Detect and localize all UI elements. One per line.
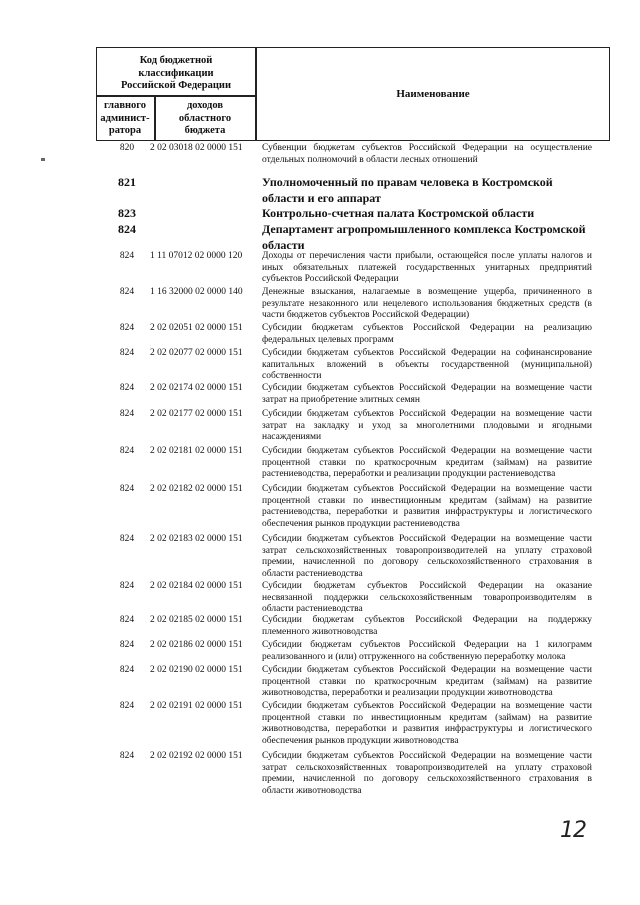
name-line: собственности [262,371,322,381]
name-line: животноводства, переработки и реализации продукции животноводства [262,688,553,698]
admin-code-cell: 824 [119,751,135,761]
admin-code-cell: 820 [119,143,135,153]
name-line: племенного животноводства [262,626,378,637]
income-code-cell: 2 02 02185 02 0000 151 [150,615,243,625]
name-cell [262,615,592,638]
admin-code-cell: 824 [119,383,135,393]
name-line: затрат на приобретение элитных семян [262,394,420,405]
header-col-name: Наименование [396,88,470,100]
income-code-cell: 2 02 02183 02 0000 151 [150,534,243,544]
name-cell [262,640,592,663]
name-cell [262,222,592,253]
name-line: результате незаконного или нецелевого использования бюджетных средств (в [262,298,592,309]
name-line: насаждениями [262,432,322,442]
name-line: процентной ставки по краткосрочным кредитам (займам) на развитие [262,457,592,468]
name-line: премии, начисленной по договору сельскохозяйственного страхования в [262,557,592,567]
name-line: Департамент агропромышленного комплекса Костромской [262,222,586,236]
admin-code-cell: 824 [119,287,135,297]
header-col-admin-line: главного [103,100,147,111]
name-line: Субсидии бюджетам субъектов Российской Федерации на возмещение части [262,446,592,456]
name-cell [262,251,592,286]
name-line: затрат сельскохозяйственных товаропроизводителей на уплату страховой [262,762,592,773]
header-col-admin [96,100,154,138]
name-cell [262,175,592,206]
income-code-cell: 1 16 32000 02 0000 140 [150,287,243,297]
income-code-cell: 2 02 02182 02 0000 151 [150,484,243,494]
name-cell [262,581,592,616]
income-code-cell: 2 02 02186 02 0000 151 [150,640,243,650]
name-line: области растениеводства [262,568,363,579]
name-cell [262,383,592,406]
name-line: области [262,237,305,252]
name-line: Субсидии бюджетам субъектов Российской Федерации на возмещение части [262,665,592,675]
name-line: Доходы от перечисления части прибыли, остающейся после уплаты налогов и [262,251,592,261]
name-cell [262,409,592,444]
name-line: процентной ставки по краткосрочным кредитам (займам) на развитие [262,676,592,687]
header-group-title-line: Российской Федерации [120,80,232,91]
name-line: части бюджетов субъектов Российской Федерации) [262,310,470,320]
name-line: Субсидии бюджетам субъектов Российской Федерации на возмещение части [262,484,592,494]
income-code-cell: 2 02 02190 02 0000 151 [150,665,243,675]
name-line: Субсидии бюджетам субъектов Российской Федерации на возмещение части [262,701,592,711]
name-line: отдельных полномочий в области лесных отношений [262,154,478,165]
header-divider-row [96,95,256,97]
name-line: Денежные взыскания, налагаемые в возмещение ущерба, причиненного в [262,287,592,297]
admin-code-cell: 824 [119,251,135,261]
income-code-cell: 1 11 07012 02 0000 120 [150,251,243,261]
income-code-cell: 2 02 02181 02 0000 151 [150,446,243,456]
admin-code-cell: 824 [119,615,135,625]
header-col-income-line: областного [178,112,232,124]
name-line: области растениеводства [262,604,363,614]
admin-code-cell: 824 [119,640,135,650]
header-col-income-line: доходов [186,100,224,111]
name-cell [262,143,592,166]
admin-code-cell: 824 [119,323,135,333]
name-line: затрат сельскохозяйственных товаропроизводителей на уплату страховой [262,545,592,556]
income-code-cell: 2 02 02051 02 0000 151 [150,323,243,333]
name-line: Субсидии бюджетам субъектов Российской Федерации на реализацию [262,323,592,333]
margin-mark [41,158,45,161]
income-code-cell: 2 02 02192 02 0000 151 [150,751,243,761]
name-line: затрат на закладку и уход за многолетними плодовыми и ягодными [262,420,592,431]
admin-code-cell: 824 [119,446,135,456]
name-line: области животноводства [262,785,362,796]
admin-code-cell: 824 [119,348,135,358]
header-group-title-line: Код бюджетной [139,55,213,66]
name-line: реализованного и (или) отгруженного на собственную переработку молока [262,651,566,662]
name-line: Субсидии бюджетам субъектов Российской Федерации на возмещение части [262,409,592,419]
name-line: растениеводства, переработки и реализации продукции растениеводства [262,469,556,479]
income-code-cell: 2 02 03018 02 0000 151 [150,143,243,153]
admin-code-cell: 824 [119,484,135,494]
income-code-cell: 2 02 02191 02 0000 151 [150,701,243,711]
name-line: Субвенции бюджетам субъектов Российской Федерации на осуществление [262,143,592,153]
name-line: обеспечения рынков продукции растениеводства [262,518,460,529]
admin-code-cell: 824 [118,222,136,236]
name-line: иных обязательных платежей государственных унитарных предприятий [262,262,592,273]
page-number: 12 [560,818,586,843]
name-cell [262,751,592,797]
admin-code-cell: 824 [119,409,135,419]
name-line: процентной ставки по инвестиционным кредитам (займам) на развитие [262,712,592,723]
header-col-admin-line: админист- [100,112,150,124]
name-cell [262,446,592,481]
admin-code-cell: 821 [118,175,136,189]
name-cell [262,534,592,580]
admin-code-cell: 824 [119,534,135,544]
name-line: Субсидии бюджетам субъектов Российской Федерации на оказание [262,581,592,591]
name-line: федеральных целевых программ [262,334,394,345]
income-code-cell: 2 02 02174 02 0000 151 [150,383,243,393]
header-col-income-line: бюджета [184,125,226,136]
name-line: области и его аппарат [262,190,381,205]
name-line: обеспечения рынков продукции животноводства [262,735,459,746]
name-line: процентной ставки по инвестиционным кредитам (займам) на развитие [262,495,592,506]
name-line: Субсидии бюджетам субъектов Российской Федерации на возмещение части [262,751,592,761]
name-cell [262,323,592,346]
name-line: несвязанной поддержки сельскохозяйственным товаропроизводителям в [262,592,592,603]
name-line: Уполномоченный по правам человека в Костромской [262,175,553,189]
income-code-cell: 2 02 02177 02 0000 151 [150,409,243,419]
admin-code-cell: 823 [118,206,136,220]
name-cell [262,206,592,222]
name-line: Субсидии бюджетам субъектов Российской Федерации на 1 килограмм [262,640,592,650]
name-line: Контрольно-счетная палата Костромской области [262,206,535,220]
header-col-income [155,100,255,138]
header-group-title [96,55,256,93]
name-cell [262,701,592,747]
name-line: капитальных вложений в объекты государственной (муниципальной) [262,359,592,370]
name-cell [262,484,592,530]
admin-code-cell: 824 [119,665,135,675]
admin-code-cell: 824 [119,701,135,711]
income-code-cell: 2 02 02077 02 0000 151 [150,348,243,358]
admin-code-cell: 824 [119,581,135,591]
header-col-admin-line: ратора [108,125,142,136]
name-cell [262,665,592,700]
header-group-title-line: классификации [138,67,214,79]
name-cell [262,287,592,322]
name-line: премии, начисленной по договору сельскохозяйственного страхования в [262,774,592,784]
name-cell [262,348,592,383]
income-code-cell: 2 02 02184 02 0000 151 [150,581,243,591]
name-line: Субсидии бюджетам субъектов Российской Федерации на возмещение части [262,534,592,544]
name-line: Субсидии бюджетам субъектов Российской Федерации на софинансирование [262,348,592,358]
name-line: Субсидии бюджетам субъектов Российской Федерации на возмещение части [262,383,592,393]
name-line: субъектов Российской Федерации [262,274,399,284]
name-line: Субсидии бюджетам субъектов Российской Федерации на поддержку [262,615,592,625]
name-line: растениеводства, переработки и развития инфраструктуры и логистического [262,507,592,517]
name-line: животноводства, переработки и развития инфраструктуры и логистического [262,724,592,734]
